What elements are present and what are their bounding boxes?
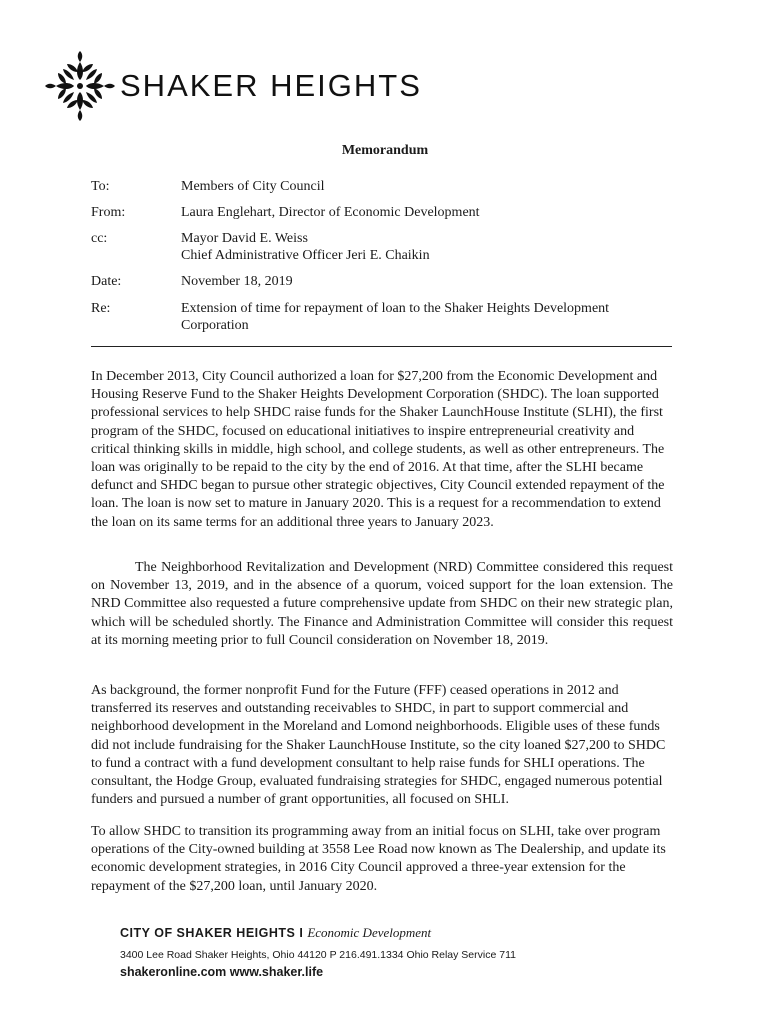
footer-org: CITY OF SHAKER HEIGHTS — [120, 926, 296, 940]
from-label: From: — [91, 205, 126, 220]
logo-wordmark: SHAKER HEIGHTS — [120, 68, 422, 103]
to-label: To: — [91, 179, 110, 194]
footer-dept: Economic Development — [307, 925, 432, 940]
cc-label: cc: — [91, 231, 108, 246]
re-label: Re: — [91, 301, 111, 316]
cc-value-2: Chief Administrative Officer Jeri E. Chaikin — [181, 248, 430, 263]
shaker-heights-logo — [44, 50, 422, 122]
to-value: Members of City Council — [181, 179, 325, 194]
footer-org-line — [120, 925, 431, 941]
from-value: Laura Englehart, Director of Economic Development — [181, 205, 480, 220]
footer-address: 3400 Lee Road Shaker Heights, Ohio 44120 P 216.491.1334 Ohio Relay Service 711 — [120, 949, 516, 961]
footer-web[interactable]: shakeronline.com www.shaker.life — [120, 965, 324, 979]
date-value: November 18, 2019 — [181, 274, 293, 289]
date-label: Date: — [91, 274, 122, 289]
cc-value-1: Mayor David E. Weiss — [181, 231, 308, 246]
leaf-cluster-icon — [44, 50, 116, 122]
paragraph-3: As background, the former nonprofit Fund for the Future (FFF) ceased operations in 2012 and transferred its reserves and outstanding receivables to SHDC, in part to support commercial and neighborhood development in the Moreland and Lomond neighborhoods. Eligible uses of these funds did not include fundraising for the Shaker LaunchHouse Institute, so the city loaned $27,200 to SHDC to fund a contract with a fund development consultant to help raise funds for SHLI operations. The consultant, the Hodge Group, evaluated fundraising strategies for SHDC, engaged numerous potential funders and pursued a number of grant opportunities, all focused on SHLI. — [91, 683, 666, 808]
memo-title: Memorandum — [341, 143, 429, 158]
footer-separator: I — [299, 926, 304, 940]
re-value: Extension of time for repayment of loan to the Shaker Heights Development Corporation — [181, 301, 610, 333]
paragraph-2: The Neighborhood Revitalization and Development (NRD) Committee considered this request on November 13, 2019, and in the absence of a quorum, voiced support for the loan extension. The NRD Committee also requested a future comprehensive update from SHDC on their new strategic plan, which will be scheduled shortly. The Finance and Administration Committee will consider this request at its morning meeting prior to full Council consideration on November 18, 2019. — [91, 560, 673, 648]
paragraph-1: In December 2013, City Council authorized a loan for $27,200 from the Economic Development and Housing Reserve Fund to the Shaker Heights Development Corporation (SHDC). The loan supported professional services to help SHDC raise funds for the Shaker LaunchHouse Institute (SLHI), the first program of the SHDC, focused on educational initiatives to inspire entrepreneurial creativity and critical thinking skills in middle, high school, and college students, as well as other entrepreneurs. The loan was originally to be repaid to the city by the end of 2016. At that time, after the SLHI became defunct and SHDC began to pursue other strategic objectives, City Council extended repayment of the loan. The loan is now set to mature in January 2020. This is a request for a recommendation to extend the loan on its same terms for an additional three years to January 2023. — [91, 369, 665, 530]
paragraph-4: To allow SHDC to transition its programming away from an initial focus on SLHI, take over program operations of the City-owned building at 3558 Lee Road now known as The Dealership, and update its economic development strategies, in 2016 City Council approved a three-year extension for the repayment of the $27,200 loan, until January 2020. — [91, 824, 666, 894]
header-divider — [91, 346, 672, 347]
